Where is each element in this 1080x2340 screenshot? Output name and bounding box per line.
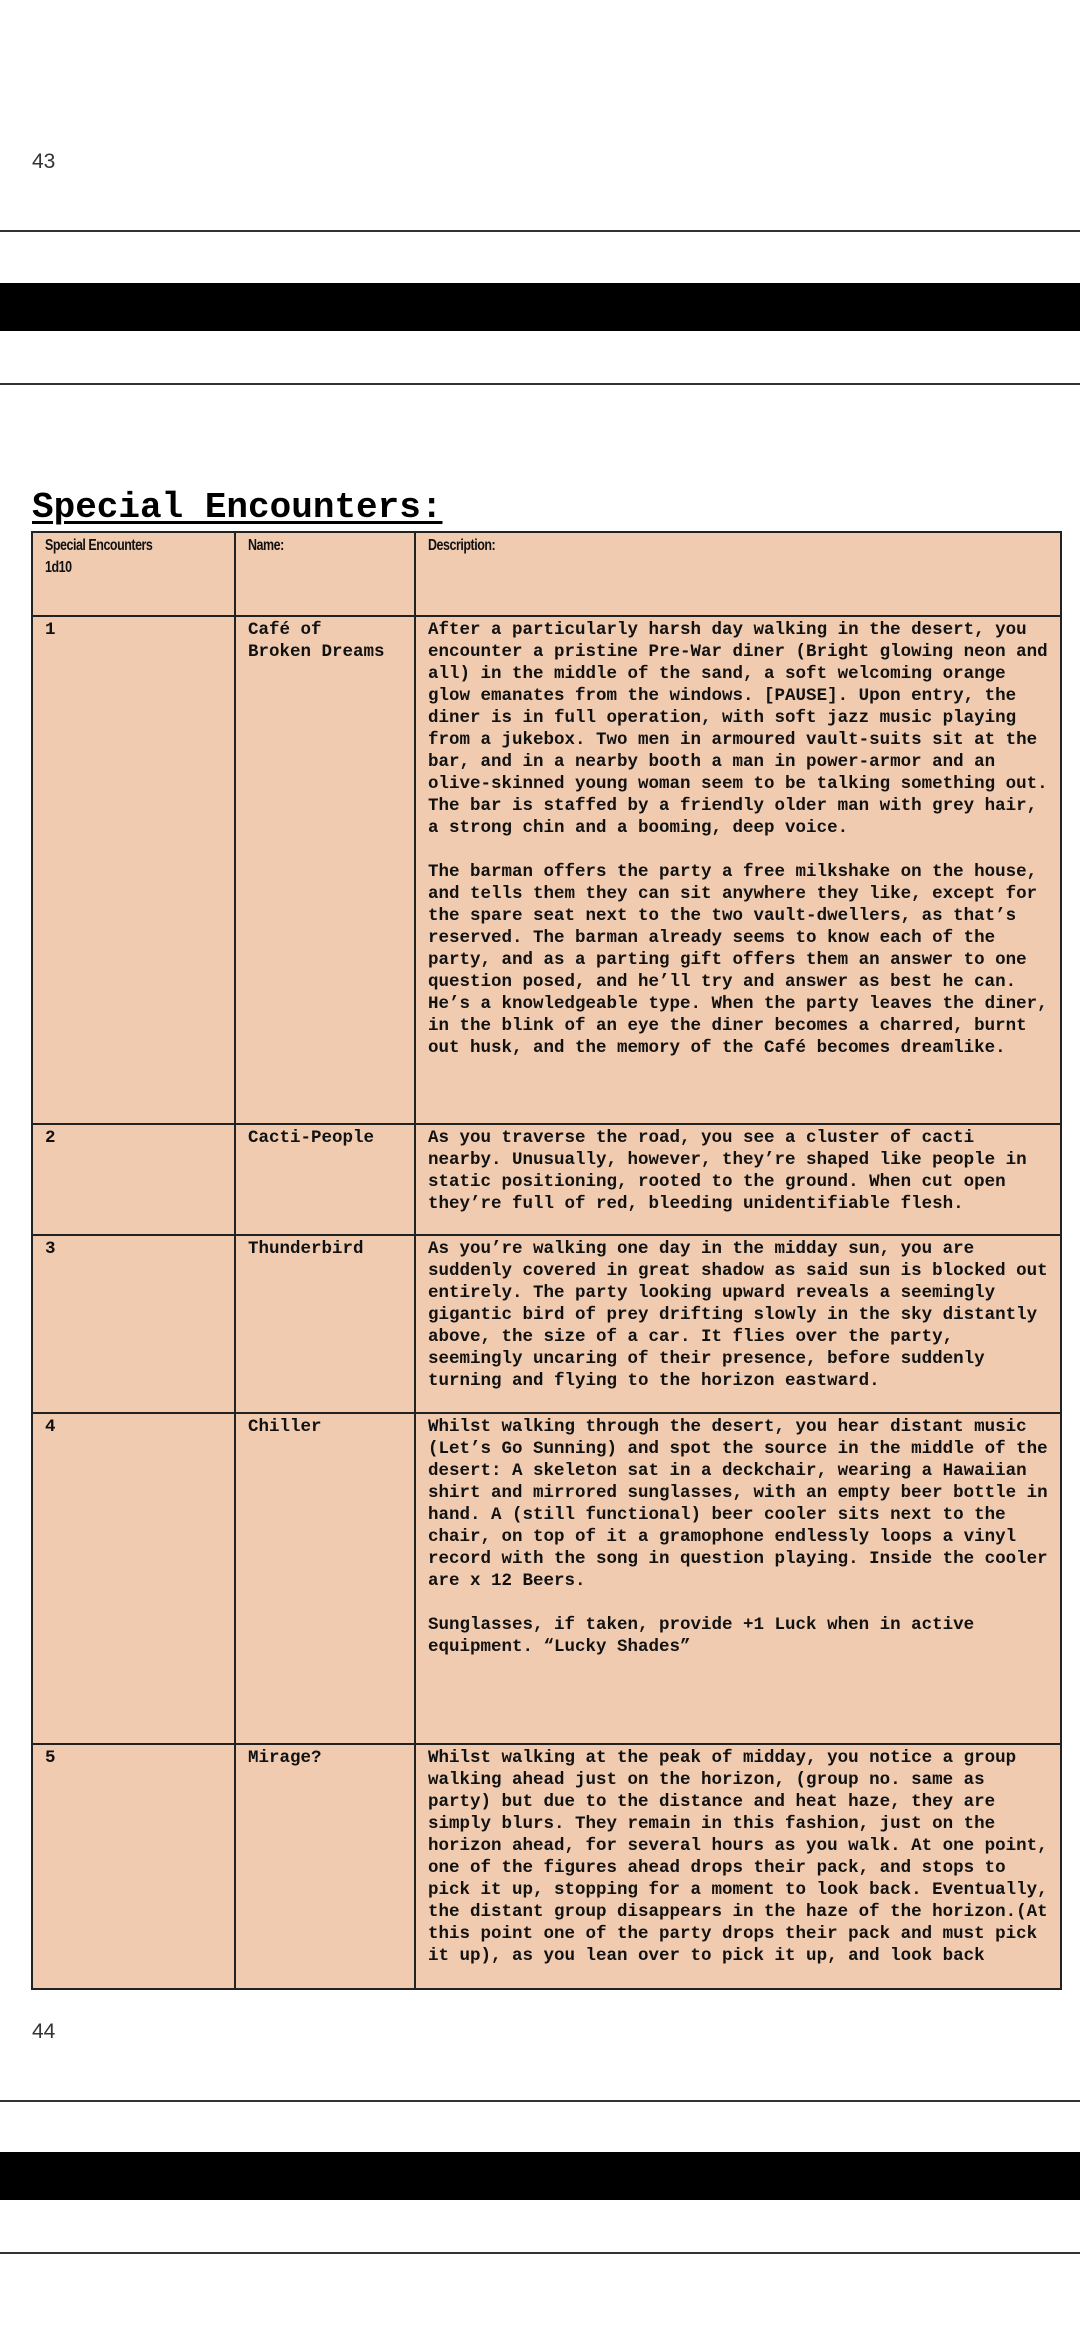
roll-number: 5 xyxy=(32,1744,235,1989)
header-roll-line: Special Encounters xyxy=(45,537,153,554)
page-number-bottom: 44 xyxy=(32,2020,56,2043)
table-row xyxy=(32,1744,1061,1989)
page-number-top: 43 xyxy=(32,150,56,173)
special-encounters-table xyxy=(31,531,1062,1990)
encounter-name: Chiller xyxy=(235,1413,415,1744)
encounter-name: Cacti-People xyxy=(235,1124,415,1235)
encounter-name: Mirage? xyxy=(235,1744,415,1989)
encounter-description: Whilst walking at the peak of midday, you notice a group walking ahead just on the horizon, (group no. same as party) but due to the distance and heat haze, they are simply blurs. They remain in this fashion, just on the horizon ahead, for several hours as you walk. At one point, one of the figures ahead drops their pack, and stops to pick it up, stopping for a moment to look back. Eventually, the distant group disappears in the haze of the horizon.(At this point one of the party drops their pack and must pick it up), as you lean over to pick it up, and look back xyxy=(415,1744,1061,1989)
table-header-row xyxy=(32,532,1061,616)
header-band xyxy=(0,2152,1080,2200)
header-roll xyxy=(32,532,235,616)
header-description: Description: xyxy=(415,532,1061,616)
roll-number: 1 xyxy=(32,616,235,1124)
encounter-name: Café of Broken Dreams xyxy=(235,616,415,1124)
section-title: Special Encounters: xyxy=(32,487,443,528)
roll-number: 3 xyxy=(32,1235,235,1413)
table-row xyxy=(32,1235,1061,1413)
roll-number: 2 xyxy=(32,1124,235,1235)
table-row xyxy=(32,1124,1061,1235)
encounter-description: As you’re walking one day in the midday sun, you are suddenly covered in great shadow as said sun is blocked out entirely. The party looking upward reveals a seemingly gigantic bird of prey drifting slowly in the sky distantly above, the size of a car. It flies over the party, seemingly uncaring of their presence, before suddenly turning and flying to the horizon eastward. xyxy=(415,1235,1061,1413)
encounter-name: Thunderbird xyxy=(235,1235,415,1413)
encounter-description: After a particularly harsh day walking in the desert, you encounter a pristine Pre-War diner (Bright glowing neon and all) in the middle of the sand, a soft welcoming orange glow emanates from the windows. [PAUSE]. Upon entry, the diner is in full operation, with soft jazz music playing from a jukebox. Two men in armoured vault-suits sit at the bar, and in a nearby booth a man in power-armor and an olive-skinned young woman seem to be talking something out. The bar is staffed by a friendly older man with grey hair, a strong chin and a booming, deep voice. The barman offers the party a free milkshake on the house, and tells them they can sit anywhere they like, except for the spare seat next to the two vault-dwellers, as that’s reserved. The barman already seems to know each of the party, and as a parting gift offers them an answer to one question posed, and he’ll try and answer as best he can. He’s a knowledgeable type. When the party leaves the diner, in the blink of an eye the diner becomes a charred, burnt out husk, and the memory of the Café becomes dreamlike. xyxy=(415,616,1061,1124)
header-name: Name: xyxy=(235,532,415,616)
table-row xyxy=(32,1413,1061,1744)
header-band xyxy=(0,283,1080,331)
encounter-description: Whilst walking through the desert, you hear distant music (Let’s Go Sunning) and spot the source in the middle of the desert: A skeleton sat in a deckchair, wearing a Hawaiian shirt and mirrored sunglasses, with an empty beer bottle in hand. A (still functional) beer cooler sits next to the chair, on top of it a gramophone endlessly loops a vinyl record with the song in question playing. Inside the cooler are x 12 Beers. Sunglasses, if taken, provide +1 Luck when in active equipment. “Lucky Shades” xyxy=(415,1413,1061,1744)
page-divider xyxy=(0,383,1080,385)
header-roll-dice: 1d10 xyxy=(45,559,72,576)
encounter-description: As you traverse the road, you see a cluster of cacti nearby. Unusually, however, they’re shaped like people in static positioning, rooted to the ground. When cut open they’re full of red, bleeding unidentifiable flesh. xyxy=(415,1124,1061,1235)
page-divider xyxy=(0,230,1080,232)
page-divider xyxy=(0,2252,1080,2254)
table-row xyxy=(32,616,1061,1124)
roll-number: 4 xyxy=(32,1413,235,1744)
page-divider xyxy=(0,2100,1080,2102)
